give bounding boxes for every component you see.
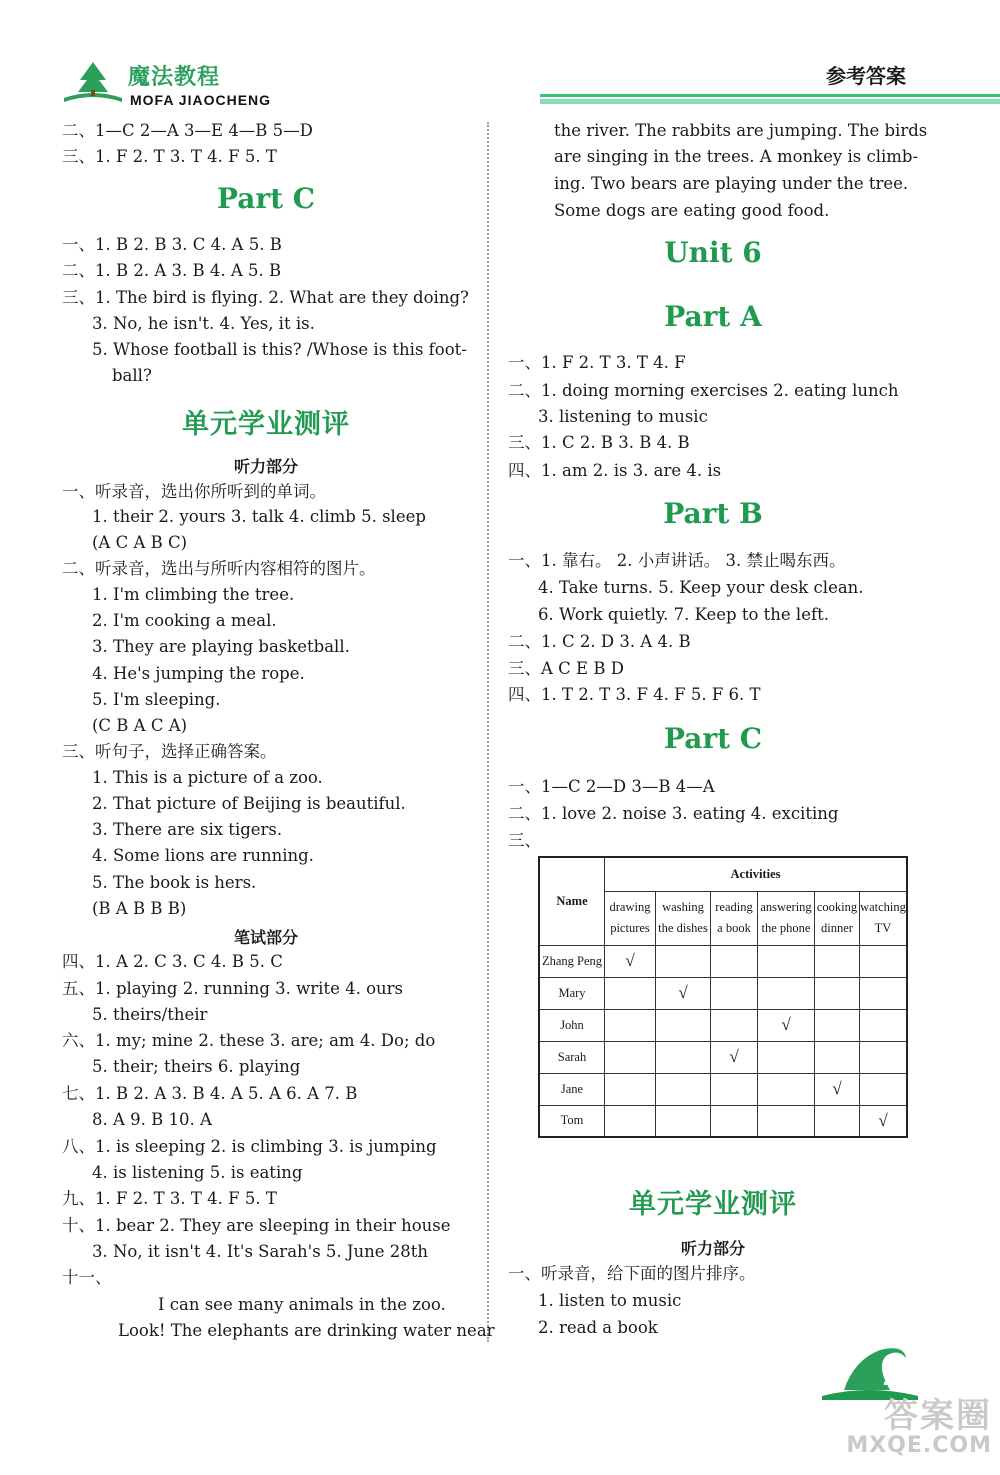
table-row xyxy=(539,1105,907,1137)
activity-label: dinner xyxy=(821,921,853,935)
answer-line: 二、1. B 2. A 3. B 4. A 5. B xyxy=(62,261,282,280)
answer-line: 5. Whose football is this? /Whose is this foot- xyxy=(92,340,467,359)
section-heading: Unit 6 xyxy=(664,236,762,269)
activity-cell xyxy=(815,1105,860,1137)
page-number: 217 xyxy=(882,1370,918,1390)
activity-cell xyxy=(605,1073,656,1105)
section-title: 参考答案 xyxy=(826,64,906,88)
activity-cell xyxy=(711,1105,758,1137)
answer-line: 四、1. A 2. C 3. C 4. B 5. C xyxy=(62,952,283,971)
student-name: Sarah xyxy=(539,1041,605,1073)
activity-header xyxy=(860,891,908,945)
answer-line: 一、听录音，给下面的图片排序。 xyxy=(508,1264,756,1283)
brand-title: 魔法教程 xyxy=(128,65,221,90)
activity-cell xyxy=(605,1105,656,1137)
answer-line: (B A B B B) xyxy=(92,899,187,918)
activity-cell xyxy=(815,1041,860,1073)
activity-label: the phone xyxy=(761,921,811,935)
activity-cell xyxy=(605,945,656,977)
activity-cell xyxy=(860,945,908,977)
answer-line: 一、1. 靠右。 2. 小声讲话。 3. 禁止喝东西。 xyxy=(508,551,846,570)
answer-line: 十一、 xyxy=(62,1268,112,1287)
activity-header xyxy=(815,891,860,945)
table-row xyxy=(539,1009,907,1041)
section-heading: Part A xyxy=(664,300,762,333)
activities-header: Activities xyxy=(605,857,908,891)
activity-cell xyxy=(605,1009,656,1041)
activity-cell xyxy=(711,1009,758,1041)
activity-cell xyxy=(758,1073,815,1105)
activity-label: answering xyxy=(760,900,812,914)
activity-cell xyxy=(656,945,711,977)
section-heading: Part C xyxy=(663,722,763,755)
answer-line: 1. This is a picture of a zoo. xyxy=(92,768,323,787)
activity-label: TV xyxy=(874,921,892,935)
activity-cell xyxy=(758,1105,815,1137)
answer-line: 6. Work quietly. 7. Keep to the left. xyxy=(538,605,829,624)
table-row xyxy=(539,945,907,977)
answer-line: 一、1—C 2—D 3—B 4—A xyxy=(508,777,715,796)
activity-cell xyxy=(711,1041,758,1073)
answer-line: 二、1—C 2—A 3—E 4—B 5—D xyxy=(62,121,313,140)
activity-label: cooking xyxy=(816,900,858,914)
activity-label: reading xyxy=(715,900,753,914)
activity-cell xyxy=(656,1041,711,1073)
activities-table xyxy=(538,856,908,1138)
answer-line: 九、1. F 2. T 3. T 4. F 5. T xyxy=(62,1189,277,1208)
answer-line: 二、1. C 2. D 3. A 4. B xyxy=(508,632,691,651)
answer-line: (C B A C A) xyxy=(92,716,188,735)
watermark-brand: 答案圈 xyxy=(884,1396,992,1436)
answer-line: 5. I'm sleeping. xyxy=(92,690,221,709)
answer-line: 七、1. B 2. A 3. B 4. A 5. A 6. A 7. B xyxy=(62,1084,358,1103)
answer-line: 二、听录音，选出与所听内容相符的图片。 xyxy=(62,559,376,578)
answer-line: 3. No, he isn't. 4. Yes, it is. xyxy=(92,314,315,333)
section-heading: Part C xyxy=(216,182,316,215)
answer-line: 1. listen to music xyxy=(538,1291,682,1310)
answer-line: 三、听句子，选择正确答案。 xyxy=(62,742,277,761)
answer-line: 八、1. is sleeping 2. is climbing 3. is jumping xyxy=(62,1137,437,1156)
answer-line: 1. their 2. yours 3. talk 4. climb 5. sleep xyxy=(92,507,426,526)
answer-line: 六、1. my; mine 2. these 3. are; am 4. Do; do xyxy=(62,1031,436,1050)
watermark xyxy=(846,1388,992,1458)
answer-line: 3. They are playing basketball. xyxy=(92,637,350,656)
answer-line: 1. I'm climbing the tree. xyxy=(92,585,295,604)
activity-cell xyxy=(758,977,815,1009)
answer-line: Look! The elephants are drinking water near xyxy=(118,1321,495,1340)
answer-line: 4. He's jumping the rope. xyxy=(92,664,305,683)
activity-header xyxy=(711,891,758,945)
unit-test-heading: 单元学业测评 xyxy=(182,409,350,440)
answer-line: 2. I'm cooking a meal. xyxy=(92,611,277,630)
activity-cell xyxy=(711,945,758,977)
activity-label: washing xyxy=(662,900,704,914)
activity-header xyxy=(758,891,815,945)
check-mark: √ xyxy=(678,983,688,1002)
activity-cell xyxy=(758,1009,815,1041)
table-row xyxy=(539,1041,907,1073)
answer-line: I can see many animals in the zoo. xyxy=(158,1295,446,1314)
answer-line: 三、A C E B D xyxy=(508,659,624,678)
student-name: Tom xyxy=(539,1105,605,1137)
activity-cell xyxy=(815,977,860,1009)
activity-cell xyxy=(758,1041,815,1073)
activity-header xyxy=(605,891,656,945)
tree-book-icon xyxy=(62,58,124,102)
answer-line: 三、 xyxy=(508,831,541,850)
answer-line: 五、1. playing 2. running 3. write 4. ours xyxy=(62,979,403,998)
activity-label: a book xyxy=(717,921,751,935)
activity-cell xyxy=(860,1041,908,1073)
watermark-url: MXQE.COM xyxy=(846,1433,992,1458)
answer-line: 5. theirs/their xyxy=(92,1005,208,1024)
answer-line: are singing in the trees. A monkey is climb- xyxy=(554,147,919,166)
activity-cell xyxy=(860,1105,908,1137)
name-header: Name xyxy=(539,857,605,945)
answer-line: 三、1. C 2. B 3. B 4. B xyxy=(508,433,690,452)
subsection-heading: 听力部分 xyxy=(680,1239,745,1258)
answer-line: 8. A 9. B 10. A xyxy=(92,1110,212,1129)
activity-cell xyxy=(860,1009,908,1041)
answer-line: 二、1. doing morning exercises 2. eating lunch xyxy=(508,381,899,400)
check-mark: √ xyxy=(878,1110,888,1130)
check-mark: √ xyxy=(781,1015,791,1034)
answer-line: Some dogs are eating good food. xyxy=(554,201,830,220)
answer-line: ing. Two bears are playing under the tree. xyxy=(554,174,909,193)
activity-cell xyxy=(815,1073,860,1105)
answer-line: 4. Some lions are running. xyxy=(92,846,314,865)
table-row xyxy=(539,1073,907,1105)
activity-cell xyxy=(656,1073,711,1105)
answer-line: 4. Take turns. 5. Keep your desk clean. xyxy=(538,578,864,597)
activity-cell xyxy=(711,1073,758,1105)
brand-subtitle: MOFA JIAOCHENG xyxy=(130,92,272,108)
answer-line: 四、1. T 2. T 3. F 4. F 5. F 6. T xyxy=(508,685,761,704)
activity-cell xyxy=(605,977,656,1009)
answer-line: 3. listening to music xyxy=(538,407,708,426)
activity-cell xyxy=(860,1073,908,1105)
answer-line: 4. is listening 5. is eating xyxy=(92,1163,303,1182)
answer-line: 二、1. love 2. noise 3. eating 4. exciting xyxy=(508,804,839,823)
section-heading: Part B xyxy=(663,497,763,530)
subsection-heading: 听力部分 xyxy=(233,457,298,476)
check-mark: √ xyxy=(832,1079,842,1098)
student-name: Mary xyxy=(539,977,605,1009)
check-mark: √ xyxy=(729,1047,739,1066)
unit-test-heading: 单元学业测评 xyxy=(629,1189,797,1220)
activity-cell xyxy=(656,1009,711,1041)
subsection-heading: 笔试部分 xyxy=(233,928,298,947)
answer-line: 5. their; theirs 6. playing xyxy=(92,1057,301,1076)
header-rule xyxy=(540,94,1000,104)
answer-line: 一、听录音，选出你所听到的单词。 xyxy=(62,482,326,501)
answer-line: 一、1. F 2. T 3. T 4. F xyxy=(508,353,686,372)
activity-cell xyxy=(815,945,860,977)
answer-line: the river. The rabbits are jumping. The birds xyxy=(554,121,928,140)
answer-line: 2. That picture of Beijing is beautiful. xyxy=(92,794,406,813)
activity-header xyxy=(656,891,711,945)
activity-label: the dishes xyxy=(658,921,708,935)
student-name: John xyxy=(539,1009,605,1041)
answer-line: 十、1. bear 2. They are sleeping in their house xyxy=(62,1216,451,1235)
answer-line: (A C A B C) xyxy=(92,533,188,552)
activity-label: watching xyxy=(860,900,906,914)
answer-line: ball? xyxy=(112,366,152,385)
answer-line: 2. read a book xyxy=(538,1318,658,1337)
activity-cell xyxy=(656,977,711,1009)
answer-line: 一、1. B 2. B 3. C 4. A 5. B xyxy=(62,235,282,254)
student-name: Jane xyxy=(539,1073,605,1105)
activity-cell xyxy=(711,977,758,1009)
activity-cell xyxy=(860,977,908,1009)
brand-logo xyxy=(62,56,302,112)
answer-line: 3. There are six tigers. xyxy=(92,820,283,839)
activity-cell xyxy=(605,1041,656,1073)
activity-cell xyxy=(815,1009,860,1041)
answer-line: 三、1. F 2. T 3. T 4. F 5. T xyxy=(62,147,277,166)
activity-cell xyxy=(656,1105,711,1137)
column-divider xyxy=(487,122,489,1342)
activity-cell xyxy=(758,945,815,977)
answer-line: 5. The book is hers. xyxy=(92,873,257,892)
table-row xyxy=(539,977,907,1009)
activity-label: pictures xyxy=(610,921,650,935)
answer-line: 3. No, it isn't 4. It's Sarah's 5. June 28th xyxy=(92,1242,429,1261)
activity-label: drawing xyxy=(609,900,651,914)
answer-line: 三、1. The bird is flying. 2. What are they doing? xyxy=(62,288,469,307)
check-mark: √ xyxy=(625,951,635,970)
student-name: Zhang Peng xyxy=(539,945,605,977)
answer-line: 四、1. am 2. is 3. are 4. is xyxy=(508,461,722,480)
